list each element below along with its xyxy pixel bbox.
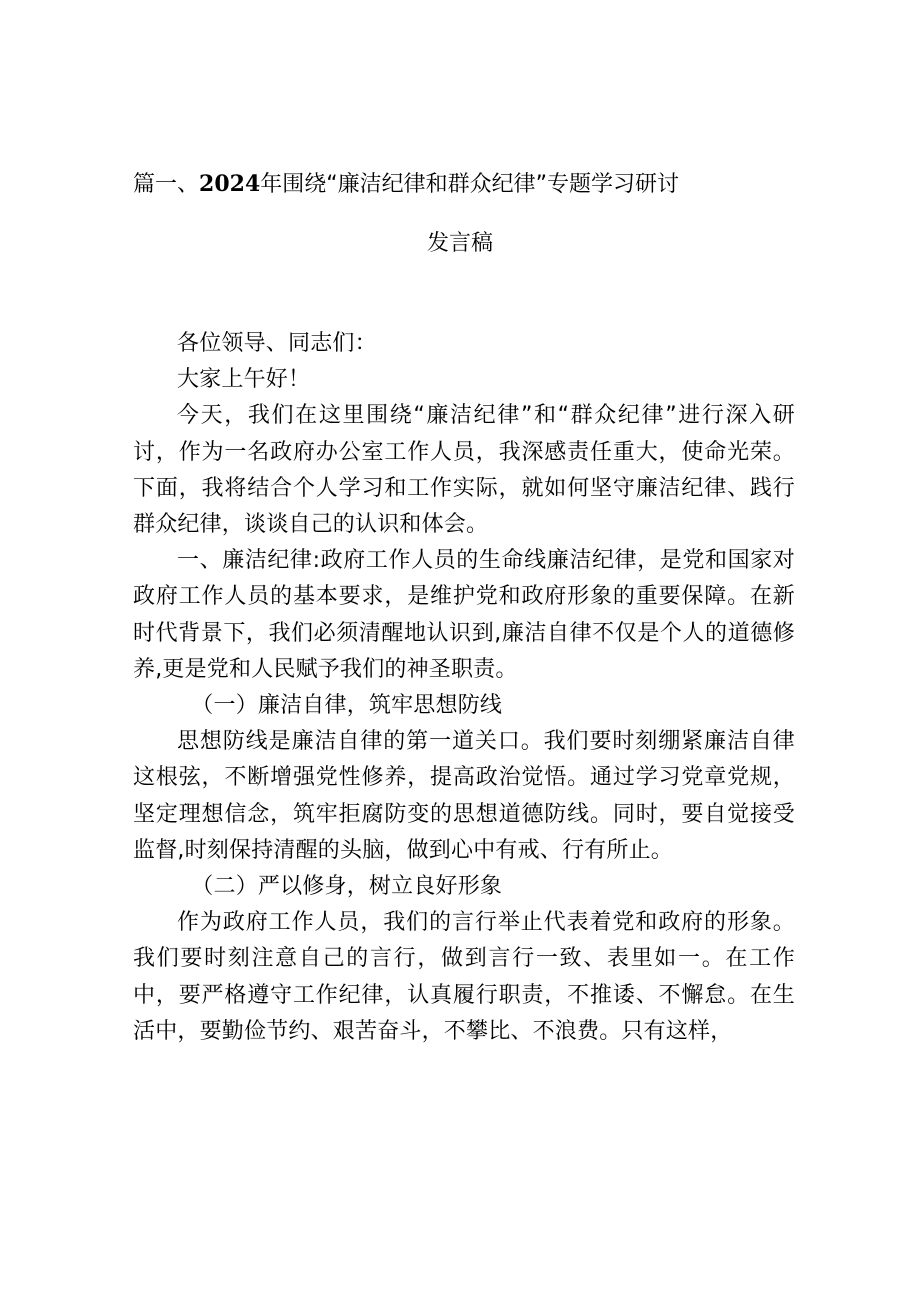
greeting: 各位领导、同志们： <box>177 331 377 356</box>
document-body <box>133 326 795 1050</box>
title-rest: 年围绕“廉洁纪律和群众纪律”专题学习研讨 <box>260 172 680 197</box>
document-subtitle: 发言稿 <box>426 231 493 256</box>
salutation: 大家上午好！ <box>177 367 311 393</box>
paragraph-section-one: 一、廉洁纪律:政府工作人员的生命线廉洁纪律，是党和国家对政府工作人员的基本要求，是维护党和政府形象的重要保障。在新时代背景下，我们必须清醒地认识到,廉洁自律不仅是个人的道德修养,更是党和人民赋予我们的神圣职责。 <box>133 548 795 682</box>
subheading-one: （一）廉洁自律，筑牢思想防线 <box>191 693 503 719</box>
paragraph-intro: 今天，我们在这里围绕“廉洁纪律”和“群众纪律”进行深入研讨，作为一名政府办公室工作人员，我深感责任重大，使命光荣。下面，我将结合个人学习和工作实际，就如何坚守廉洁纪律、践行群众纪律，谈谈自己的认识和体会。 <box>133 403 795 538</box>
paragraph-subsection-one: 思想防线是廉洁自律的第一道关口。我们要时刻绷紧廉洁自律这根弦，不断增强党性修养，提高政治觉悟。通过学习党章党规，坚定理想信念，筑牢拒腐防变的思想道德防线。同时，要自觉接受监督,时刻保持清醒的头脑，做到心中有戒、行有所止。 <box>133 729 795 863</box>
subheading-two: （二）严以修身，树立良好形象 <box>191 874 503 900</box>
title-year: 2024 <box>199 171 261 197</box>
document-title <box>133 168 793 201</box>
title-prefix: 篇一、 <box>133 172 200 197</box>
paragraph-subsection-two: 作为政府工作人员，我们的言行举止代表着党和政府的形象。我们要时刻注意自己的言行，做到言行一致、表里如一。在工作中，要严格遵守工作纪律，认真履行职责，不推诿、不懈怠。在生活中，要勤俭节约、艰苦奋斗，不攀比、不浪费。只有这样， <box>133 910 795 1044</box>
